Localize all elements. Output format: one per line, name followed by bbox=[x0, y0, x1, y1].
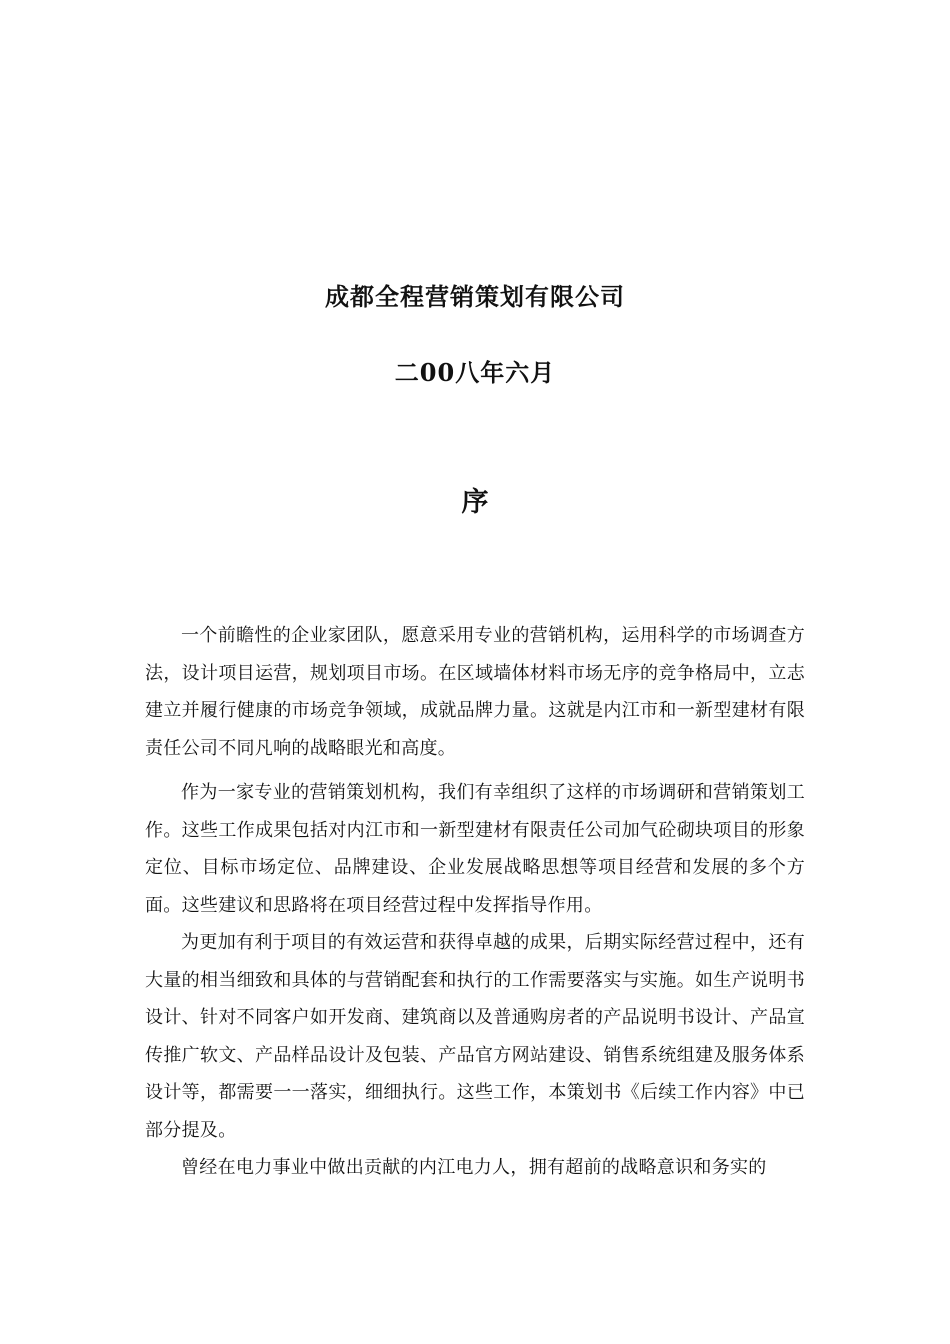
preface-paragraph-4: 曾经在电力事业中做出贡献的内江电力人，拥有超前的战略意识和务实的 bbox=[181, 1157, 767, 1178]
preface-paragraph-3: 为更加有利于项目的有效运营和获得卓越的成果，后期实际经营过程中，还有大量的相当细致和具体的与营销配套和执行的工作需要落实与实施。如生产说明书设计、针对不同客户如开发商、建筑商以及普通购房者的产品说明书设计、产品宣传推广软文、产品样品设计及包装、产品官方网站建设、销售系统组建及服务体系设计等，都需要一一落实，细细执行。这些工作，本策划书《后续工作内容》中已部分提及。 bbox=[145, 932, 805, 1141]
document-date: 二00八年六月 bbox=[394, 358, 556, 387]
preface-title: 序 bbox=[461, 487, 489, 518]
preface-paragraph-2: 作为一家专业的营销策划机构，我们有幸组织了这样的市场调研和营销策划工作。这些工作成果包括对内江市和一新型建材有限责任公司加气砼砌块项目的形象定位、目标市场定位、品牌建设、企业发展战略思想等项目经营和发展的多个方面。这些建议和思路将在项目经营过程中发挥指导作用。 bbox=[145, 782, 805, 916]
preface-paragraph-1: 一个前瞻性的企业家团队，愿意采用专业的营销机构，运用科学的市场调查方法，设计项目运营，规划项目市场。在区域墙体材料市场无序的竞争格局中，立志建立并履行健康的市场竞争领域，成就品牌力量。这就是内江市和一新型建材有限责任公司不同凡响的战略眼光和高度。 bbox=[145, 625, 805, 759]
company-name: 成都全程营销策划有限公司 bbox=[325, 282, 625, 311]
preface-body bbox=[145, 617, 805, 1187]
